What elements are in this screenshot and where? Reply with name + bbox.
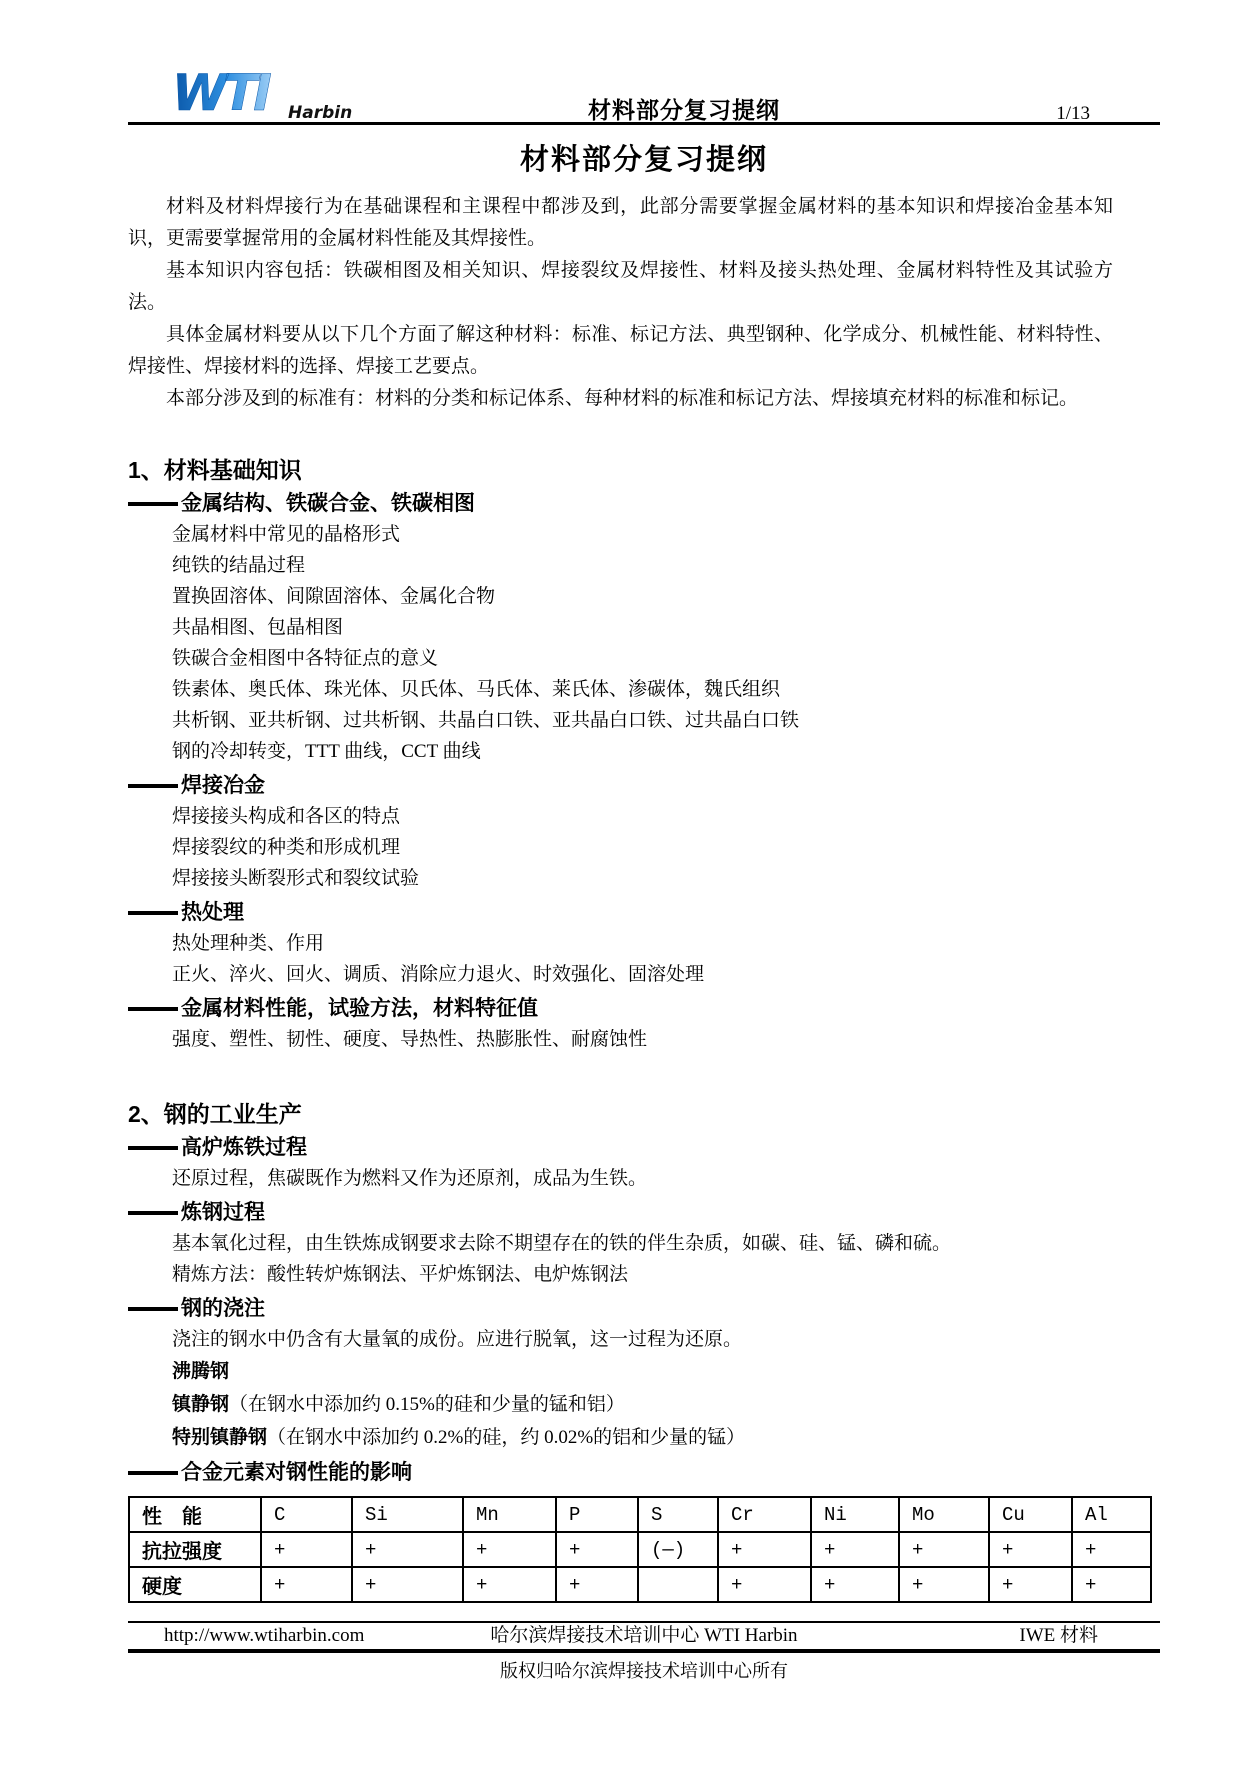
- definition-term: 沸腾钢: [172, 1361, 230, 1382]
- list-item: 焊接接头断裂形式和裂纹试验: [172, 868, 420, 889]
- table-row: [129, 1567, 1151, 1602]
- dash-line: [128, 1307, 178, 1311]
- table-cell: +: [989, 1532, 1072, 1567]
- definition-item: [172, 1355, 1160, 1388]
- wti-logo-icon: [170, 66, 375, 124]
- table-cell: +: [1072, 1532, 1151, 1567]
- subsection-heading: [128, 898, 1160, 928]
- table-cell: +: [463, 1532, 556, 1567]
- table-cell: +: [1072, 1567, 1151, 1602]
- header-title: 材料部分复习提纲: [588, 97, 780, 123]
- list-item: 强度、塑性、韧性、硬度、导热性、热膨胀性、耐腐蚀性: [172, 1029, 648, 1050]
- column-header-mn: Mn: [463, 1497, 556, 1532]
- subsection-heading-label: 炼钢过程: [181, 1201, 265, 1224]
- column-header-c: C: [261, 1497, 352, 1532]
- dash-line: [128, 502, 178, 506]
- table-header-row: [129, 1497, 1151, 1532]
- table-cell: +: [899, 1532, 989, 1567]
- subsection-heading-label: 合金元素对钢性能的影响: [181, 1461, 412, 1484]
- footer-course: IWE 材料: [1019, 1625, 1098, 1646]
- table-cell: +: [989, 1567, 1072, 1602]
- list-item: 纯铁的结晶过程: [172, 555, 306, 576]
- definition-item: [172, 1421, 1160, 1454]
- paragraph: 具体金属材料要从以下几个方面了解这种材料：标准、标记方法、典型钢种、化学成分、机械性能、材料特性、焊接性、焊接材料的选择、焊接工艺要点。: [128, 324, 1113, 377]
- subsection-heading: [128, 771, 1160, 801]
- alloy-effects-table: [128, 1496, 1152, 1603]
- footer-url: http://www.wtiharbin.com: [164, 1625, 365, 1646]
- subsection-heading-label: 金属结构、铁碳合金、铁碳相图: [181, 492, 475, 515]
- paragraph: 本部分涉及到的标准有：材料的分类和标记体系、每种材料的标准和标记方法、焊接填充材料的标准和标记。: [166, 388, 1079, 409]
- wti-logo: [128, 66, 388, 131]
- column-header-cu: Cu: [989, 1497, 1072, 1532]
- definition-item: [172, 1388, 1160, 1421]
- dash-line: [128, 1007, 178, 1011]
- list-item: 基本氧化过程，由生铁炼成钢要求去除不期望存在的铁的伴生杂质，如碳、硅、锰、磷和硫。: [172, 1233, 952, 1254]
- table-cell: +: [718, 1532, 811, 1567]
- subsection-heading: [128, 1458, 1160, 1488]
- table-cell: +: [556, 1532, 638, 1567]
- dash-line: [128, 911, 178, 915]
- table-cell: +: [261, 1532, 352, 1567]
- column-header-ni: Ni: [811, 1497, 899, 1532]
- row-label: 硬度: [129, 1567, 261, 1602]
- svg-text:WTI: WTI: [172, 66, 268, 122]
- subsection-heading-label: 高炉炼铁过程: [181, 1136, 307, 1159]
- subsection-heading-label: 焊接冶金: [181, 774, 265, 797]
- dash-line: [128, 1471, 178, 1475]
- table-cell: [638, 1567, 718, 1602]
- list-item: 铁素体、奥氏体、珠光体、贝氏体、马氏体、莱氏体、渗碳体，魏氏组织: [172, 679, 781, 700]
- subsection-heading: [128, 1294, 1160, 1324]
- column-header-p: P: [556, 1497, 638, 1532]
- row-label: 抗拉强度: [129, 1532, 261, 1567]
- table-cell: +: [463, 1567, 556, 1602]
- list-item: 浇注的钢水中仍含有大量氧的成份。应进行脱氧，这一过程为还原。: [172, 1329, 743, 1350]
- table-cell: +: [352, 1532, 463, 1567]
- subsection-heading-label: 钢的浇注: [181, 1297, 265, 1320]
- list-item: 精炼方法：酸性转炉炼钢法、平炉炼钢法、电炉炼钢法: [172, 1264, 629, 1285]
- dash-line: [128, 1146, 178, 1150]
- document-title: 材料部分复习提纲: [519, 144, 768, 176]
- column-header-cr: Cr: [718, 1497, 811, 1532]
- dash-line: [128, 784, 178, 788]
- section-heading: 1、材料基础知识: [128, 457, 302, 483]
- subsection-heading: [128, 1198, 1160, 1228]
- subsection-heading: [128, 1133, 1160, 1163]
- subsection-heading-label: 金属材料性能，试验方法，材料特征值: [181, 997, 538, 1020]
- page-footer: [128, 1623, 1160, 1649]
- paragraph: 材料及材料焊接行为在基础课程和主课程中都涉及到，此部分需要掌握金属材料的基本知识和焊接冶金基本知识，更需要掌握常用的金属材料性能及其焊接性。: [128, 196, 1113, 249]
- list-item: 共晶相图、包晶相图: [172, 617, 344, 638]
- table-cell: +: [352, 1567, 463, 1602]
- definition-term: 特别镇静钢: [172, 1427, 268, 1448]
- page-number: 1/13: [1056, 103, 1090, 124]
- definition-text: （在钢水中添加约 0.15%的硅和少量的锰和铝）: [229, 1394, 625, 1415]
- page-header: [128, 0, 1160, 122]
- list-item: 还原过程，焦碳既作为燃料又作为还原剂，成品为生铁。: [172, 1168, 648, 1189]
- column-header-mo: Mo: [899, 1497, 989, 1532]
- definition-term: 镇静钢: [172, 1394, 230, 1415]
- paragraph: 基本知识内容包括：铁碳相图及相关知识、焊接裂纹及焊接性、材料及接头热处理、金属材料特性及其试验方法。: [128, 260, 1113, 313]
- list-item: 正火、淬火、回火、调质、消除应力退火、时效强化、固溶处理: [172, 964, 705, 985]
- list-item: 金属材料中常见的晶格形式: [172, 524, 401, 545]
- list-item: 共析钢、亚共析钢、过共析钢、共晶白口铁、亚共晶白口铁、过共晶白口铁: [172, 710, 800, 731]
- list-item: 焊接裂纹的种类和形成机理: [172, 837, 401, 858]
- list-item: 铁碳合金相图中各特征点的意义: [172, 648, 439, 669]
- list-item: 热处理种类、作用: [172, 933, 325, 954]
- footer-copyright: 版权归哈尔滨焊接技术培训中心所有: [500, 1661, 788, 1681]
- table-cell: +: [718, 1567, 811, 1602]
- page-content: [128, 0, 1160, 1683]
- table-corner-header: 性 能: [129, 1497, 261, 1532]
- column-header-si: Si: [352, 1497, 463, 1532]
- table-cell: +: [899, 1567, 989, 1602]
- table-cell: +: [811, 1532, 899, 1567]
- footer-org: 哈尔滨焊接技术培训中心 WTI Harbin: [490, 1625, 798, 1646]
- subsection-heading-label: 热处理: [181, 901, 244, 924]
- list-item: 置换固溶体、间隙固溶体、金属化合物: [172, 586, 496, 607]
- table-cell: +: [811, 1567, 899, 1602]
- column-header-al: Al: [1072, 1497, 1151, 1532]
- table-cell: +: [261, 1567, 352, 1602]
- subsection-heading: [128, 994, 1160, 1024]
- list-item: 钢的冷却转变，TTT 曲线，CCT 曲线: [172, 741, 481, 762]
- column-header-s: S: [638, 1497, 718, 1532]
- subsection-heading: [128, 489, 1160, 519]
- dash-line: [128, 1211, 178, 1215]
- footer-rule-thick: [128, 1649, 1160, 1653]
- section-heading: 2、钢的工业生产: [128, 1101, 302, 1127]
- table-cell: +: [556, 1567, 638, 1602]
- logo-harbin-text: Harbin: [288, 103, 353, 123]
- document-body: [128, 191, 1160, 1603]
- list-item: 焊接接头构成和各区的特点: [172, 806, 401, 827]
- definition-text: （在钢水中添加约 0.2%的硅，约 0.02%的铝和少量的锰）: [267, 1427, 746, 1448]
- table-cell: (—): [638, 1532, 718, 1567]
- table-row: [129, 1532, 1151, 1567]
